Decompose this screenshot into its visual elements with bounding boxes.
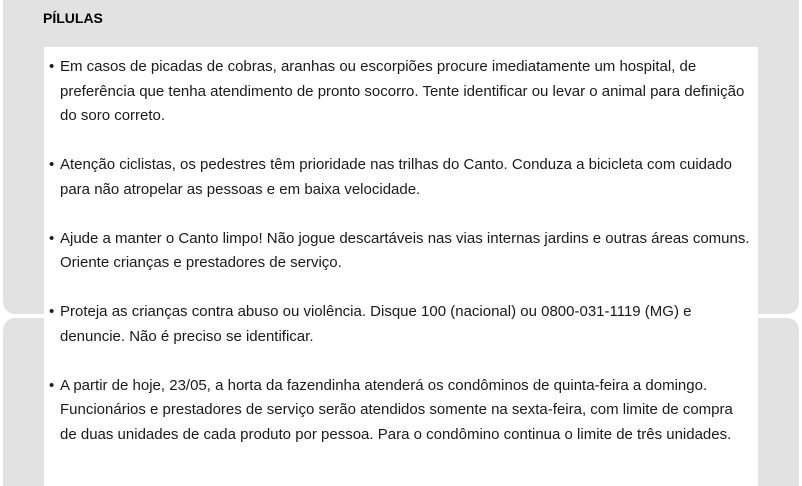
list-item [49,153,750,202]
bullet-icon: • [49,303,55,320]
bullet-icon: • [49,156,55,173]
list-item [49,300,750,349]
section-title: PÍLULAS [43,10,103,26]
list-item [49,227,750,276]
list-item-text: Atenção ciclistas, os pedestres têm prioridade nas trilhas do Canto. Conduza a bicicleta com cuidado para não atropelar as pessoas e em baixa velocidade. [60,156,733,198]
list-item-text: Ajude a manter o Canto limpo! Não jogue descartáveis nas vias internas jardins e outras áreas comuns. Oriente crianças e prestadores de serviço. [60,229,750,271]
list-item-text: Proteja as crianças contra abuso ou violência. Disque 100 (nacional) ou 0800-031-1119 (MG) e denuncie. Não é preciso se identificar. [60,303,692,345]
bulletin-content [44,47,758,486]
list-item-text: Em casos de picadas de cobras, aranhas ou escorpiões procure imediatamente um hospital, de preferência que tenha atendimento de pronto socorro. Tente identificar ou levar o animal para definição do soro correto. [60,58,745,124]
list-item [49,374,750,448]
bullet-icon: • [49,229,55,247]
bullet-icon: • [49,376,55,394]
list-item-text: A partir de hoje, 23/05, a horta da fazendinha atenderá os condôminos de quinta-feira a domingo. Funcionários e prestadores de serviço serão atendidos somente na sexta-feira, com limite de compra de duas unidades de cada produto por pessoa. Para o condômino continua o limite de três unidades. [60,376,733,443]
bullet-icon: • [49,58,55,75]
list-item [49,55,750,129]
bulletin-list [44,47,758,447]
